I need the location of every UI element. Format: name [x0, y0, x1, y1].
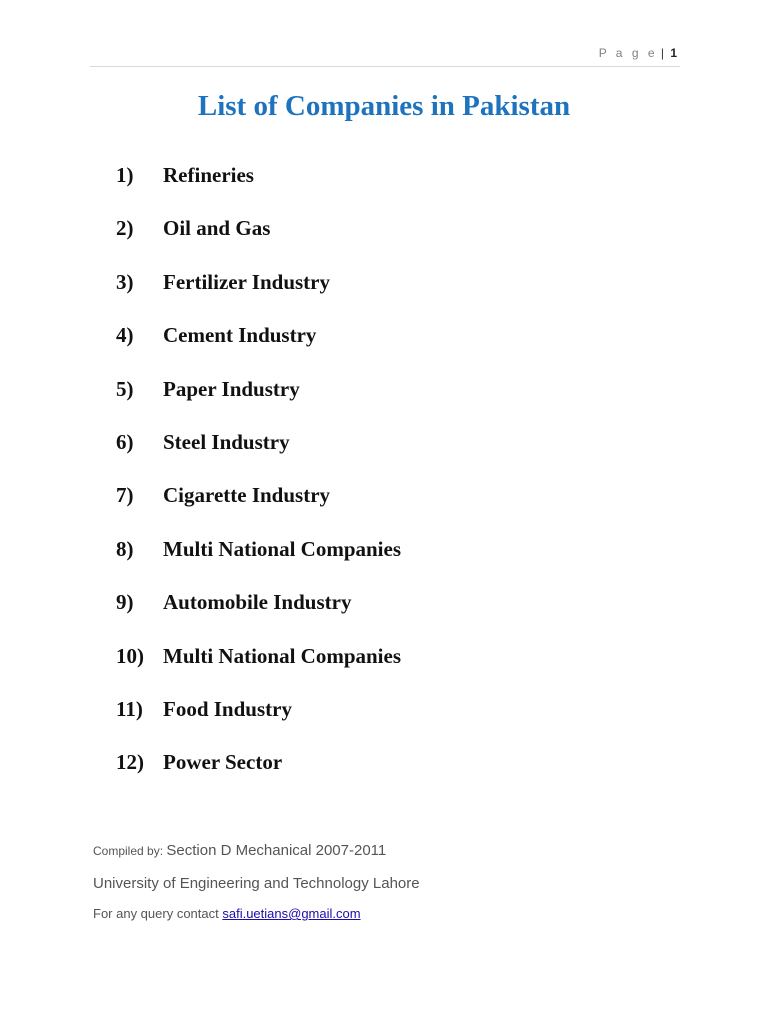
list-item [116, 537, 401, 590]
compiled-by-label: Compiled by: [93, 844, 164, 858]
list-item-number: 11) [116, 696, 143, 721]
list-item-label: Steel Industry [163, 429, 290, 454]
email-link[interactable]: safi.uetians@gmail.com [222, 906, 361, 921]
list-item-number: 4) [116, 323, 134, 348]
university-name: University of Engineering and Technology Lahore [93, 875, 420, 892]
list-item-number: 5) [116, 376, 134, 401]
list-item [116, 216, 401, 269]
list-item-label: Food Industry [163, 696, 292, 721]
list-item [116, 323, 401, 376]
list-item-label: Cement Industry [163, 323, 317, 348]
page-label: P a g e [598, 46, 658, 60]
list-item-label: Multi National Companies [163, 536, 402, 561]
list-item-label: Fertilizer Industry [163, 269, 330, 294]
document-title: List of Companies in Pakistan [197, 90, 571, 122]
compiled-by-value: Section D Mechanical 2007-2011 [166, 842, 387, 859]
list-item-label: Refineries [163, 163, 254, 187]
list-item [116, 483, 401, 536]
list-item [116, 750, 401, 803]
page-number: 1 [670, 46, 677, 60]
list-item-number: 6) [116, 429, 134, 454]
list-item [116, 590, 401, 643]
query-label: For any query contact [93, 906, 219, 921]
list-item-label: Power Sector [163, 750, 283, 775]
list-item-label: Automobile Industry [163, 590, 352, 615]
query-contact-line [93, 906, 420, 921]
page-header [90, 44, 680, 67]
list-item-number: 8) [116, 536, 134, 561]
list-item-number: 9) [116, 590, 134, 615]
company-category-list [116, 163, 401, 804]
list-item-number: 2) [116, 216, 134, 241]
list-item-number: 10) [116, 643, 144, 668]
page-number-indicator [599, 46, 677, 60]
footer [93, 842, 420, 921]
list-item [116, 697, 401, 750]
list-item-number: 3) [116, 269, 134, 294]
list-item [116, 377, 401, 430]
list-item [116, 430, 401, 483]
page-separator: | [660, 46, 664, 60]
list-item-label: Oil and Gas [163, 216, 271, 241]
list-item [116, 270, 401, 323]
list-item-label: Cigarette Industry [163, 483, 331, 508]
list-item-number: 12) [116, 750, 144, 775]
list-item-label: Paper Industry [163, 376, 300, 401]
list-item-number: 7) [116, 483, 134, 508]
list-item [116, 163, 401, 216]
compiled-by-line [93, 842, 420, 859]
list-item [116, 644, 401, 697]
list-item-number: 1) [116, 163, 134, 187]
list-item-label: Multi National Companies [163, 643, 402, 668]
